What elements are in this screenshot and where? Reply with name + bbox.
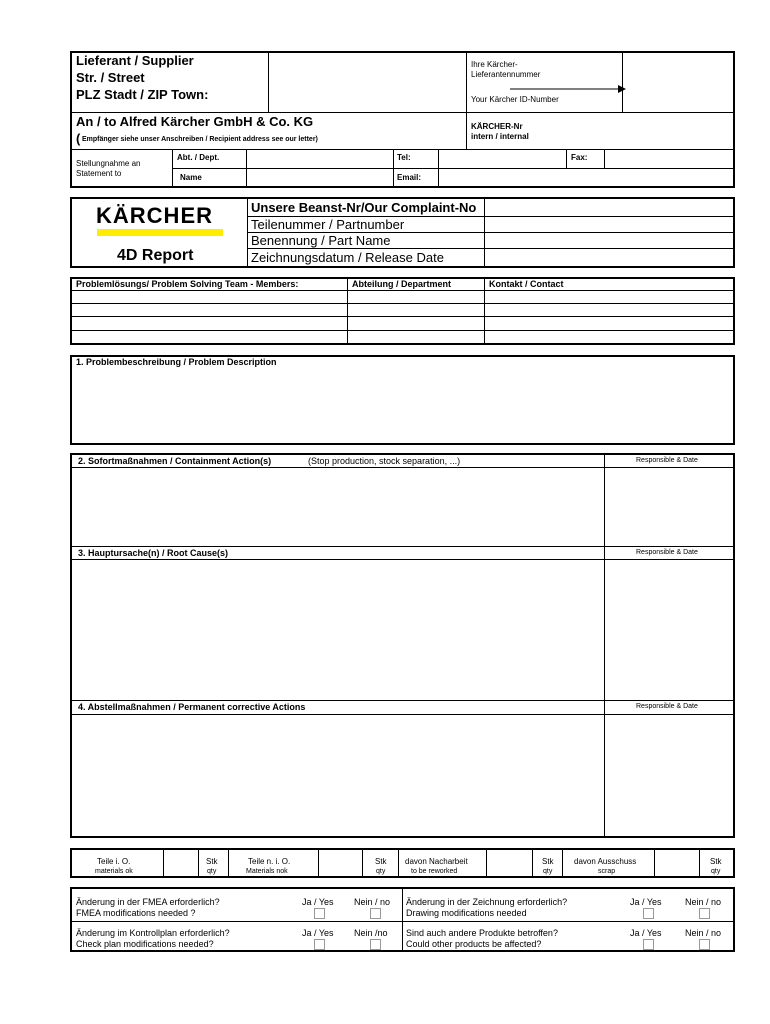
statement-label-de: Stellungnahme an [76, 159, 141, 168]
control-plan-yes-checkbox[interactable] [314, 939, 325, 950]
rework-stk: Stk [542, 857, 554, 866]
fmea-question-en: FMEA modifications needed ? [76, 908, 196, 918]
scrap-field[interactable] [656, 850, 697, 876]
responsible-date-label-2: Responsible & Date [636, 457, 698, 464]
problem-description-input[interactable] [74, 370, 735, 445]
dept-field[interactable] [248, 150, 391, 167]
karcher-nr-field[interactable] [555, 114, 733, 147]
name-label: Name [180, 173, 202, 182]
supplier-address-field[interactable] [270, 53, 464, 110]
scrap-label-en: scrap [598, 868, 616, 875]
karcher-logo: KÄRCHER [96, 203, 213, 228]
rework-label: davon Nacharbeit [405, 857, 468, 866]
karcher-nr-internal-label: intern / internal [471, 132, 529, 141]
name-field[interactable] [248, 169, 391, 186]
drawing-yes-checkbox[interactable] [643, 908, 654, 919]
control-plan-question-de: Änderung im Kontrollplan erforderlich? [76, 928, 230, 938]
team-members-header: Problemlösungs/ Problem Solving Team - Members: [76, 279, 299, 289]
fax-label: Fax: [571, 153, 588, 162]
other-products-question-de: Sind auch andere Produkte betroffen? [406, 928, 558, 938]
partnumber-label: Teilenummer / Partnumber [251, 217, 405, 232]
team-dept-header: Abteilung / Department [352, 279, 452, 289]
parts-ok-stk: Stk [206, 857, 218, 866]
report-title: 4D Report [117, 247, 194, 264]
email-label: Email: [397, 173, 422, 182]
containment-input[interactable] [74, 470, 605, 548]
rework-label-en: to be reworked [411, 868, 458, 875]
parts-nok-label-en: Materials nok [246, 868, 288, 875]
partnumber-field[interactable] [486, 217, 733, 231]
supplier-number-label-1: Ihre Kärcher- [471, 60, 518, 69]
rework-field[interactable] [488, 850, 530, 876]
supplier-label: Lieferant / Supplier [76, 53, 194, 68]
drawing-yes-label: Ja / Yes [630, 897, 662, 907]
supplier-number-label-2: Lieferantennummer [471, 70, 541, 79]
parts-ok-label: Teile i. O. [97, 857, 131, 866]
scrap-qty: qty [711, 868, 721, 875]
fmea-no-label: Nein / no [354, 897, 391, 907]
statement-label-en: Statement to [76, 169, 122, 178]
email-field[interactable] [440, 169, 733, 186]
part-name-field[interactable] [486, 233, 733, 247]
scrap-stk: Stk [710, 857, 722, 866]
drawing-question-de: Änderung in der Zeichnung erforderlich? [406, 897, 568, 907]
responsible-date-label-3: Responsible & Date [636, 549, 698, 556]
street-label: Str. / Street [76, 70, 145, 85]
dept-label: Abt. / Dept. [177, 153, 220, 162]
parts-nok-label: Teile n. i. O. [248, 857, 291, 866]
your-id-label: Your Kärcher ID-Number [471, 95, 559, 104]
root-cause-input[interactable] [74, 562, 605, 702]
fmea-yes-checkbox[interactable] [314, 908, 325, 919]
parts-ok-label-en: materials ok [95, 868, 133, 875]
parts-ok-qty: qty [207, 868, 217, 875]
recipient-line: An / to Alfred Kärcher GmbH & Co. KG [76, 114, 314, 129]
rework-qty: qty [543, 868, 553, 875]
responsible-date-label-4: Responsible & Date [636, 703, 698, 710]
root-cause-responsible-input[interactable] [607, 562, 736, 702]
containment-title: 2. Sofortmaßnahmen / Containment Action(s) [78, 456, 272, 466]
fax-field[interactable] [606, 150, 733, 167]
arrow-right-icon [510, 84, 626, 94]
problem-description-title: 1. Problembeschreibung / Problem Description [76, 357, 277, 367]
permanent-responsible-input[interactable] [607, 717, 736, 839]
zip-town-label: PLZ Stadt / ZIP Town: [76, 87, 209, 102]
drawing-no-label: Nein / no [685, 897, 722, 907]
parts-ok-field[interactable] [165, 850, 196, 876]
fmea-yes-label: Ja / Yes [302, 897, 334, 907]
root-cause-title: 3. Hauptursache(n) / Root Cause(s) [78, 548, 229, 558]
part-name-label: Benennung / Part Name [251, 233, 391, 248]
containment-responsible-input[interactable] [607, 470, 736, 548]
scrap-label: davon Ausschuss [574, 857, 637, 866]
control-plan-question-en: Check plan modifications needed? [76, 939, 214, 949]
permanent-actions-title: 4. Abstellmaßnahmen / Permanent corrective Actions [78, 702, 306, 712]
tel-label: Tel: [397, 153, 411, 162]
parts-nok-stk: Stk [375, 857, 387, 866]
control-plan-yes-label: Ja / Yes [302, 928, 334, 938]
permanent-actions-input[interactable] [74, 717, 605, 839]
brand-stripe [97, 229, 223, 236]
parts-nok-qty: qty [376, 868, 386, 875]
release-date-label: Zeichnungsdatum / Release Date [251, 250, 444, 265]
drawing-question-en: Drawing modifications needed [406, 908, 527, 918]
release-date-field[interactable] [486, 249, 733, 266]
drawing-no-checkbox[interactable] [699, 908, 710, 919]
other-products-no-checkbox[interactable] [699, 939, 710, 950]
fmea-no-checkbox[interactable] [370, 908, 381, 919]
complaint-no-label: Unsere Beanst-Nr/Our Complaint-No [251, 200, 477, 215]
other-products-yes-checkbox[interactable] [643, 939, 654, 950]
control-plan-no-label: Nein /no [354, 928, 388, 938]
parts-nok-field[interactable] [320, 850, 360, 876]
containment-note: (Stop production, stock separation, ...) [308, 456, 461, 466]
other-products-yes-label: Ja / Yes [630, 928, 662, 938]
karcher-nr-label: KÄRCHER-Nr [471, 122, 523, 131]
team-contact-header: Kontakt / Contact [489, 279, 564, 289]
recipient-paren: ( [76, 131, 81, 146]
other-products-no-label: Nein / no [685, 928, 722, 938]
recipient-note: Empfänger siehe unser Anschreiben / Recipient address see our letter) [82, 136, 318, 143]
supplier-id-field[interactable] [624, 53, 733, 110]
tel-field[interactable] [440, 150, 564, 167]
other-products-question-en: Could other products be affected? [406, 939, 542, 949]
complaint-no-field[interactable] [486, 199, 733, 215]
fmea-question-de: Änderung in der FMEA erforderlich? [76, 897, 220, 907]
control-plan-no-checkbox[interactable] [370, 939, 381, 950]
